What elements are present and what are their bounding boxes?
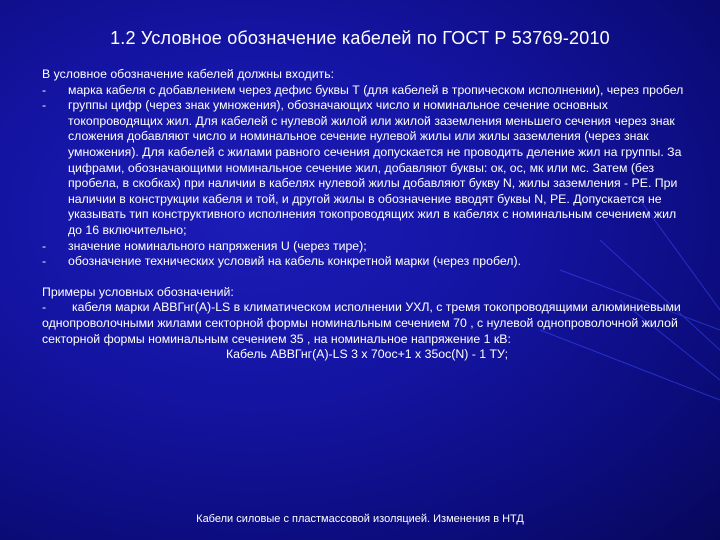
list-item-text: обозначение технических условий на кабель конкретной марки (через пробел).: [68, 254, 521, 269]
slide-footer: Кабели силовые с пластмассовой изоляцией. Изменения в НТД: [196, 513, 524, 525]
slide-body: [42, 67, 692, 363]
list-dash: -: [42, 238, 47, 253]
list-dash: -: [42, 254, 47, 269]
list-item: [42, 83, 692, 99]
slide-title: 1.2 Условное обозначение кабелей по ГОСТ Р 53769-2010: [110, 28, 610, 48]
list-item: [42, 254, 692, 270]
list-item-text: марка кабеля с добавлением через дефис буквы Т (для кабелей в тропическом исполнении), через пробел: [68, 82, 684, 97]
list-item-text: значение номинального напряжения U (через тире);: [68, 238, 367, 253]
examples-heading: Примеры условных обозначений:: [42, 284, 234, 299]
cable-designation: Кабель АВВГнг(А)-LS 3 х 70ос+1 х 35ос(N) - 1 ТУ;: [225, 347, 508, 362]
list-dash: -: [42, 98, 47, 113]
example-text: кабеля марки АВВГнг(А)-LS в климатическом исполнении УХЛ, с тремя токопроводящими алюминиевыми однопроволочными жилами секторной формы номинальным сечением 70 , с нулевой однопроволочной жилой секторной формы номинальным сечением 35 , на номинальное напряжение 1 кВ:: [42, 300, 681, 346]
list-item-text: группы цифр (через знак умножения), обозначающих число и номинальное сечение основных токопроводящих жил. Для кабелей с нулевой жилой или жилой заземления меньшего сечения через знак сложения добавляют число и номинальное сечение нулевой жилы или жилы заземления (через знак умножения). Для кабелей с жилами равного сечения допускается не проводить деление жил на группы. За цифрами, обозначающими номинальное сечение жил, добавляют буквы: ок, ос, мк или мс. Затем (без пробела, в скобках) при наличии в кабелях нулевой жилы добавляют букву N, жилы заземления - РЕ. При наличии в конструкции кабеля и той, и другой жилы в обозначение вводят буквы N, РЕ. Допускается не указывать тип конструктивного исполнения токопроводящих жил в кабелях с номинальным сечением жил до 16 включительно;: [68, 98, 682, 237]
list-item: [42, 239, 692, 255]
list-item: [42, 98, 692, 238]
intro-text: В условное обозначение кабелей должны входить:: [42, 67, 335, 81]
spacer: [42, 270, 692, 285]
list-dash: -: [42, 82, 47, 97]
example-paragraph: [42, 300, 692, 347]
example-dash: -: [42, 300, 47, 315]
